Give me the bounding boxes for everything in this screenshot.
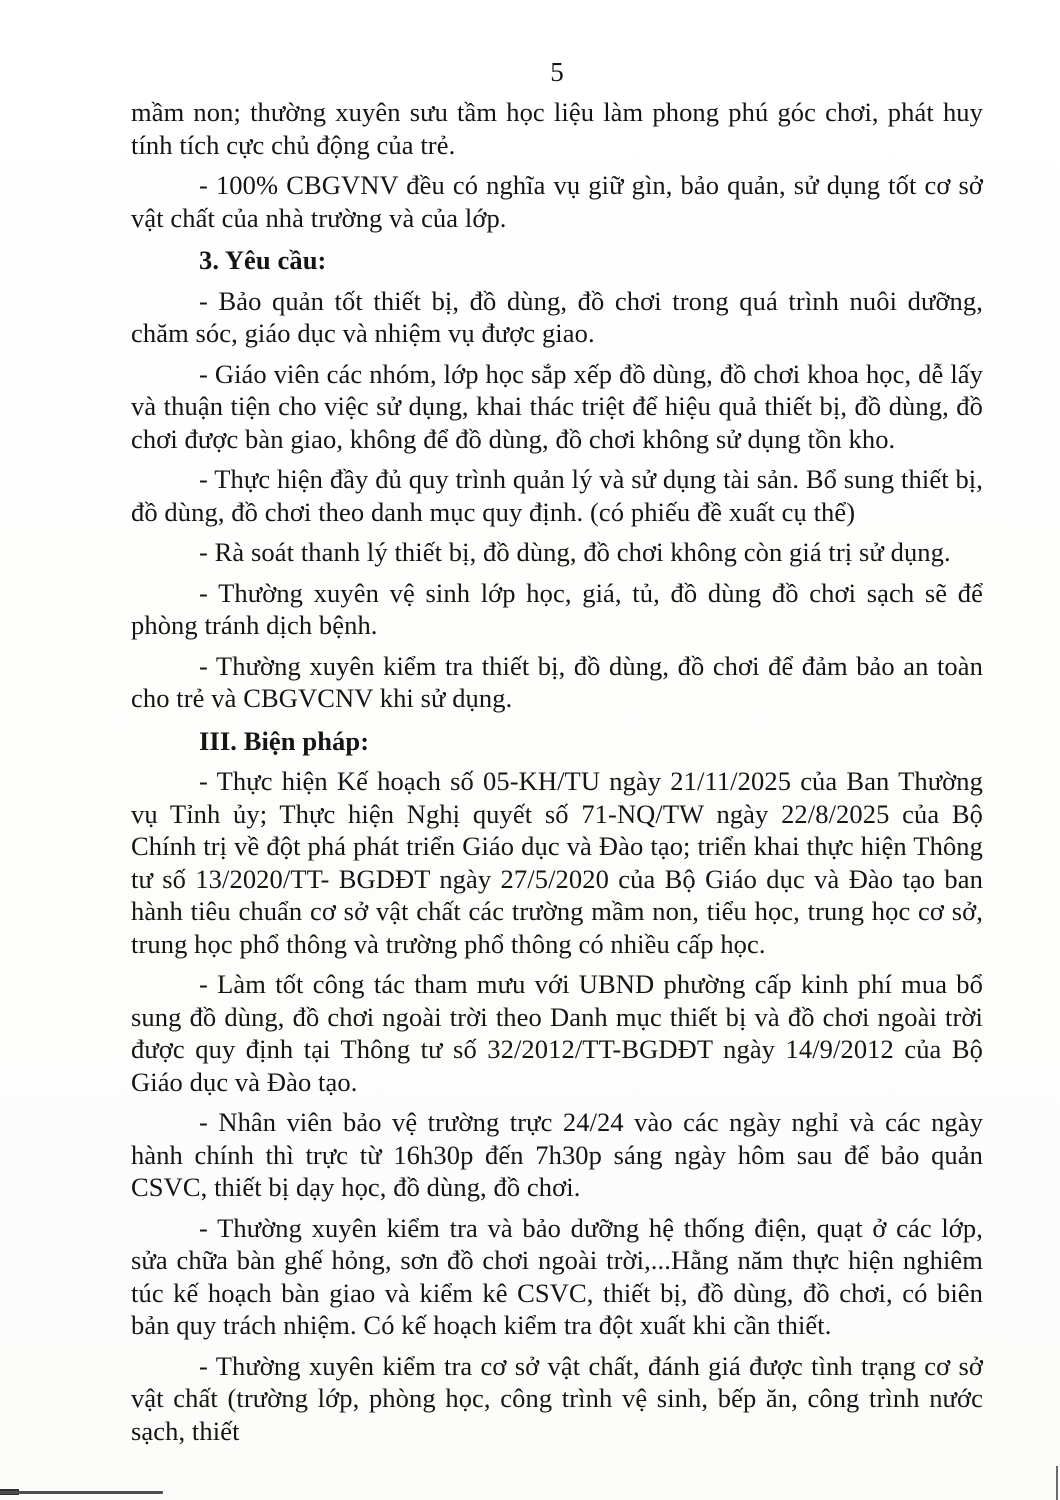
document-body xyxy=(131,96,983,1447)
paragraph: - 100% CBGVNV đều có nghĩa vụ giữ gìn, bảo quản, sử dụng tốt cơ sở vật chất của nhà trường và của lớp. xyxy=(131,170,983,233)
paragraph: - Thực hiện Kế hoạch số 05-KH/TU ngày 21/11/2025 của Ban Thường vụ Tỉnh ủy; Thực hiện Nghị quyết số 71-NQ/TW ngày 22/8/2025 của Bộ Chính trị về đột phá phát triển Giáo dục và Đào tạo; triển khai thực hiện Thông tư số 13/2020/TT- BGDĐT ngày 27/5/2020 của Bộ Giáo dục và Đào tạo ban hành tiêu chuẩn cơ sở vật chất các trường mầm non, tiểu học, trung học cơ sở, trung học phổ thông và trường phổ thông có nhiều cấp học. xyxy=(131,766,983,959)
paragraph: - Rà soát thanh lý thiết bị, đồ dùng, đồ chơi không còn giá trị sử dụng. xyxy=(199,537,951,567)
paragraph: - Thường xuyên kiểm tra cơ sở vật chất, đánh giá được tình trạng cơ sở vật chất (trường lớp, phòng học, công trình vệ sinh, bếp ăn, công trình nước sạch, thiết xyxy=(131,1350,983,1446)
scan-artifact-bottom-line xyxy=(0,1491,163,1494)
paragraph: - Bảo quản tốt thiết bị, đồ dùng, đồ chơi trong quá trình nuôi dưỡng, chăm sóc, giáo dục và nhiệm vụ được giao. xyxy=(131,285,983,348)
paragraph: - Thường xuyên kiểm tra thiết bị, đồ dùng, đồ chơi để đảm bảo an toàn cho trẻ và CBGVCNV khi sử dụng. xyxy=(131,650,983,713)
section-heading: 3. Yêu cầu: xyxy=(199,245,327,275)
paragraph: - Thường xuyên vệ sinh lớp học, giá, tủ, đồ dùng đồ chơi sạch sẽ để phòng tránh dịch bệnh. xyxy=(131,577,983,640)
paragraph: - Thực hiện đầy đủ quy trình quản lý và sử dụng tài sản. Bổ sung thiết bị, đồ dùng, đồ chơi theo danh mục quy định. (có phiếu đề xuất cụ thể) xyxy=(131,464,983,527)
page-number: 5 xyxy=(550,57,564,87)
section-heading: III. Biện pháp: xyxy=(199,725,370,756)
paragraph: - Thường xuyên kiểm tra và bảo dưỡng hệ thống điện, quạt ở các lớp, sửa chữa bàn ghế hỏng, sơn đồ chơi ngoài trời,...Hằng năm thực hiện nghiêm túc kế hoạch bàn giao và kiểm kê CSVC, thiết bị, đồ dùng, đồ chơi, có biên bản quy trách nhiệm. Có kế hoạch kiểm tra đột xuất khi cần thiết. xyxy=(131,1212,983,1340)
paragraph: mầm non; thường xuyên sưu tầm học liệu làm phong phú góc chơi, phát huy tính tích cực chủ động của trẻ. xyxy=(131,97,983,160)
scan-artifact-right-edge xyxy=(1056,1466,1058,1500)
paragraph: - Giáo viên các nhóm, lớp học sắp xếp đồ dùng, đồ chơi khoa học, dễ lấy và thuận tiện cho việc sử dụng, khai thác triệt để hiệu quả thiết bị, đồ dùng, đồ chơi được bàn giao, không để đồ dùng, đồ chơi không sử dụng tồn kho. xyxy=(131,358,983,454)
paragraph: - Nhân viên bảo vệ trường trực 24/24 vào các ngày nghỉ và các ngày hành chính thì trực từ 16h30p đến 7h30p sáng ngày hôm sau để bảo quản CSVC, thiết bị dạy học, đồ dùng, đồ chơi. xyxy=(131,1107,983,1202)
paragraph: - Làm tốt công tác tham mưu với UBND phường cấp kinh phí mua bổ sung đồ dùng, đồ chơi ngoài trời theo Danh mục thiết bị và đồ chơi ngoài trời được quy định tại Thông tư số 32/2012/TT-BGDĐT ngày 14/9/2012 của Bộ Giáo dục và Đào tạo. xyxy=(131,969,983,1097)
